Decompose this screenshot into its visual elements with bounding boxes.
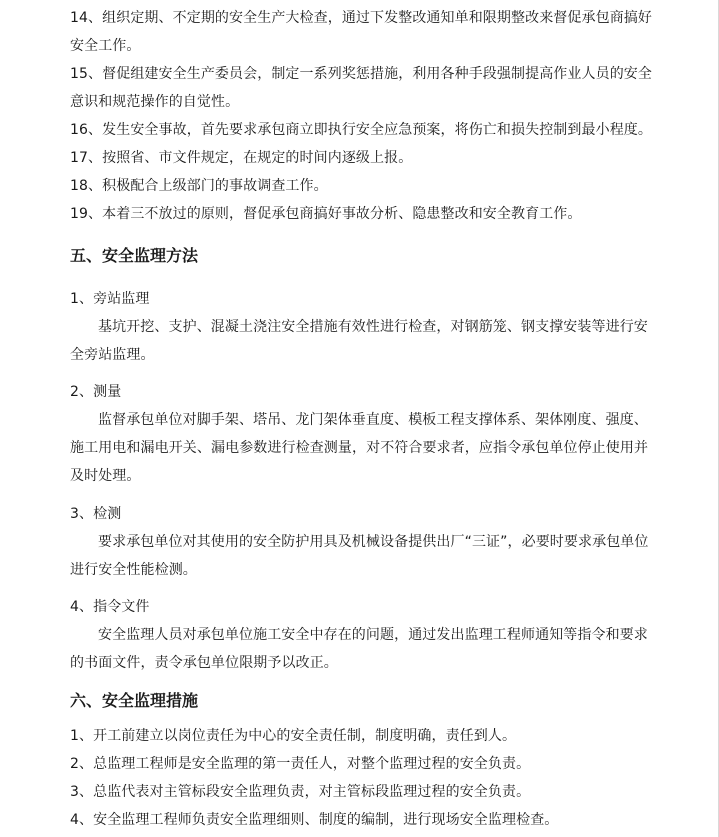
method-title-inspection: 3、检测 (70, 506, 122, 522)
section-heading-safety-methods: 五、安全监理方法 (70, 246, 199, 265)
list-item-19: 19、本着三不放过的原则，督促承包商搞好事故分析、隐患整改和安全教育工作。 (70, 206, 582, 222)
method-title-measurement: 2、测量 (70, 384, 122, 400)
method-body-side-station: 基坑开挖、支护、混凝土浇注安全措施有效性进行检查，对钢筋笼、钢支撑安装等进行安全旁站监理。 (70, 319, 648, 363)
list-item-18: 18、积极配合上级部门的事故调查工作。 (70, 178, 328, 194)
list-item-16: 16、发生安全事故，首先要求承包商立即执行安全应急预案，将伤亡和损失控制到最小程度。 (70, 122, 653, 138)
method-body-inspection: 要求承包单位对其使用的安全防护用具及机械设备提供出厂“三证”，必要时要求承包单位进行安全性能检测。 (70, 534, 649, 578)
method-title-side-station: 1、旁站监理 (70, 291, 150, 307)
list-item-15: 15、督促组建安全生产委员会，制定一系列奖惩措施，利用各种手段强制提高作业人员的安全意识和规范操作的自觉性。 (70, 66, 653, 110)
method-body-directive: 安全监理人员对承包单位施工安全中存在的问题，通过发出监理工程师通知等指令和要求的书面文件，责令承包单位限期予以改正。 (70, 627, 648, 671)
measure-item-4: 4、安全监理工程师负责安全监理细则、制度的编制，进行现场安全监理检查。 (70, 812, 559, 828)
section-heading-safety-measures: 六、安全监理措施 (70, 691, 199, 710)
measure-item-2: 2、总监理工程师是安全监理的第一责任人，对整个监理过程的安全负责。 (70, 756, 531, 772)
method-body-measurement: 监督承包单位对脚手架、塔吊、龙门架体垂直度、模板工程支撑体系、架体刚度、强度、施工用电和漏电开关、漏电参数进行检查测量，对不符合要求者，应指令承包单位停止使用并及时处理。 (70, 412, 649, 484)
list-item-17: 17、按照省、市文件规定，在规定的时间内逐级上报。 (70, 150, 413, 166)
method-title-directive: 4、指令文件 (70, 599, 150, 615)
measure-item-1: 1、开工前建立以岗位责任为中心的安全责任制，制度明确，责任到人。 (70, 728, 517, 744)
measure-item-3: 3、总监代表对主管标段安全监理负责，对主管标段监理过程的安全负责。 (70, 784, 531, 800)
list-item-14: 14、组织定期、不定期的安全生产大检查，通过下发整改通知单和限期整改来督促承包商搞好安全工作。 (70, 10, 653, 54)
